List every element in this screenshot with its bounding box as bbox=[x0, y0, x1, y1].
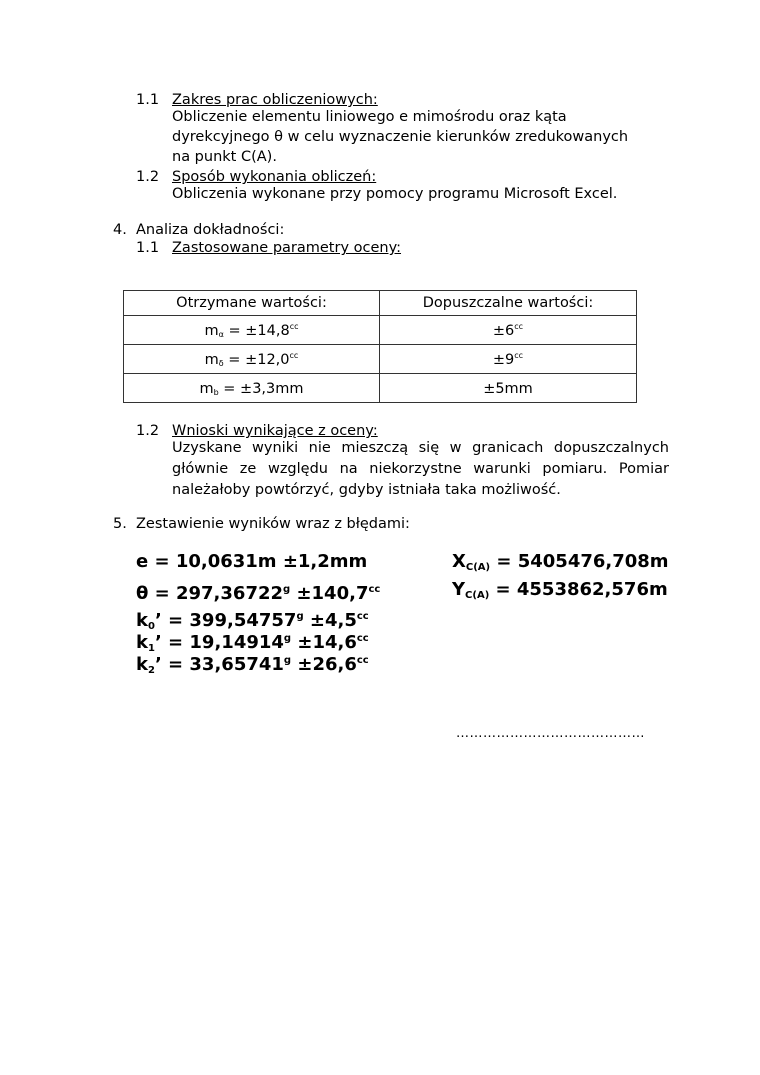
result-y-coordinate: $Y_{C(A)} = 4553862,576m$ bbox=[452, 579, 668, 601]
result-x-coordinate: $X_{C(A)} = 5405476,708m$ bbox=[452, 551, 669, 573]
table-header: Otrzymane wartości: bbox=[124, 291, 380, 316]
table-cell: $\pm 9^{cc}$ bbox=[380, 345, 637, 374]
paragraph-line: na punkt C(A). bbox=[172, 149, 277, 165]
section-number: 5. bbox=[113, 516, 127, 532]
section-title: Analiza dokładności: bbox=[136, 222, 285, 238]
table-cell: ±5mm bbox=[380, 374, 637, 403]
table-row bbox=[124, 345, 637, 374]
result-k2: $k_2$’ = 33,65741$^g$ ±26,6$^{cc}$ bbox=[136, 654, 369, 676]
section-title: Zestawienie wyników wraz z błędami: bbox=[136, 516, 410, 532]
signature-line: …………………………………… bbox=[456, 726, 645, 741]
paragraph-line: dyrekcyjnego θ w celu wyznaczenie kierunków zredukowanych bbox=[172, 129, 629, 145]
paragraph-line: Obliczenie elementu liniowego e mimośrodu oraz kąta bbox=[172, 109, 567, 125]
result-k0: $k_0$’ = 399,54757$^g$ ±4,5$^{cc}$ bbox=[136, 610, 369, 632]
result-theta: θ = 297,36722$^g$ ±140,7$^{cc}$ bbox=[136, 583, 381, 604]
table-row bbox=[124, 316, 637, 345]
table-header-row bbox=[124, 291, 637, 316]
section-title: Sposób wykonania obliczeń: bbox=[172, 169, 377, 185]
section-title: Zakres prac obliczeniowych: bbox=[172, 92, 378, 108]
table-cell: $m_b = \pm 3,3mm$ bbox=[124, 374, 380, 403]
section-number: 1.2 bbox=[136, 423, 160, 439]
paragraph-line: należałoby powtórzyć, gdyby istniała taka możliwość. bbox=[172, 482, 561, 498]
paragraph-line: Uzyskane wyniki nie mieszczą się w granicach dopuszczalnych bbox=[172, 440, 669, 456]
section-number: 1.2 bbox=[136, 169, 160, 185]
table-cell: $m_\alpha = \pm 14,8^{cc}$ bbox=[124, 316, 380, 345]
section-number: 1.1 bbox=[136, 92, 160, 108]
result-eccentricity: e = 10,0631m ±1,2mm bbox=[136, 551, 368, 572]
result-k1: $k_1$’ = 19,14914$^g$ ±14,6$^{cc}$ bbox=[136, 632, 369, 654]
paragraph-line: Obliczenia wykonane przy pomocy programu Microsoft Excel. bbox=[172, 186, 618, 202]
section-number: 1.1 bbox=[136, 240, 160, 256]
table-header: Dopuszczalne wartości: bbox=[380, 291, 637, 316]
paragraph-line: głównie ze względu na niekorzystne warunki pomiaru. Pomiar bbox=[172, 461, 669, 477]
section-number: 4. bbox=[113, 222, 127, 238]
section-title: Wnioski wynikające z oceny: bbox=[172, 423, 378, 439]
table-row bbox=[124, 374, 637, 403]
table-cell: $m_\delta = \pm 12,0^{cc}$ bbox=[124, 345, 380, 374]
conclusion-paragraph bbox=[172, 438, 669, 501]
table-cell: $\pm 6^{cc}$ bbox=[380, 316, 637, 345]
accuracy-table bbox=[123, 290, 637, 403]
section-title: Zastosowane parametry oceny: bbox=[172, 240, 402, 256]
